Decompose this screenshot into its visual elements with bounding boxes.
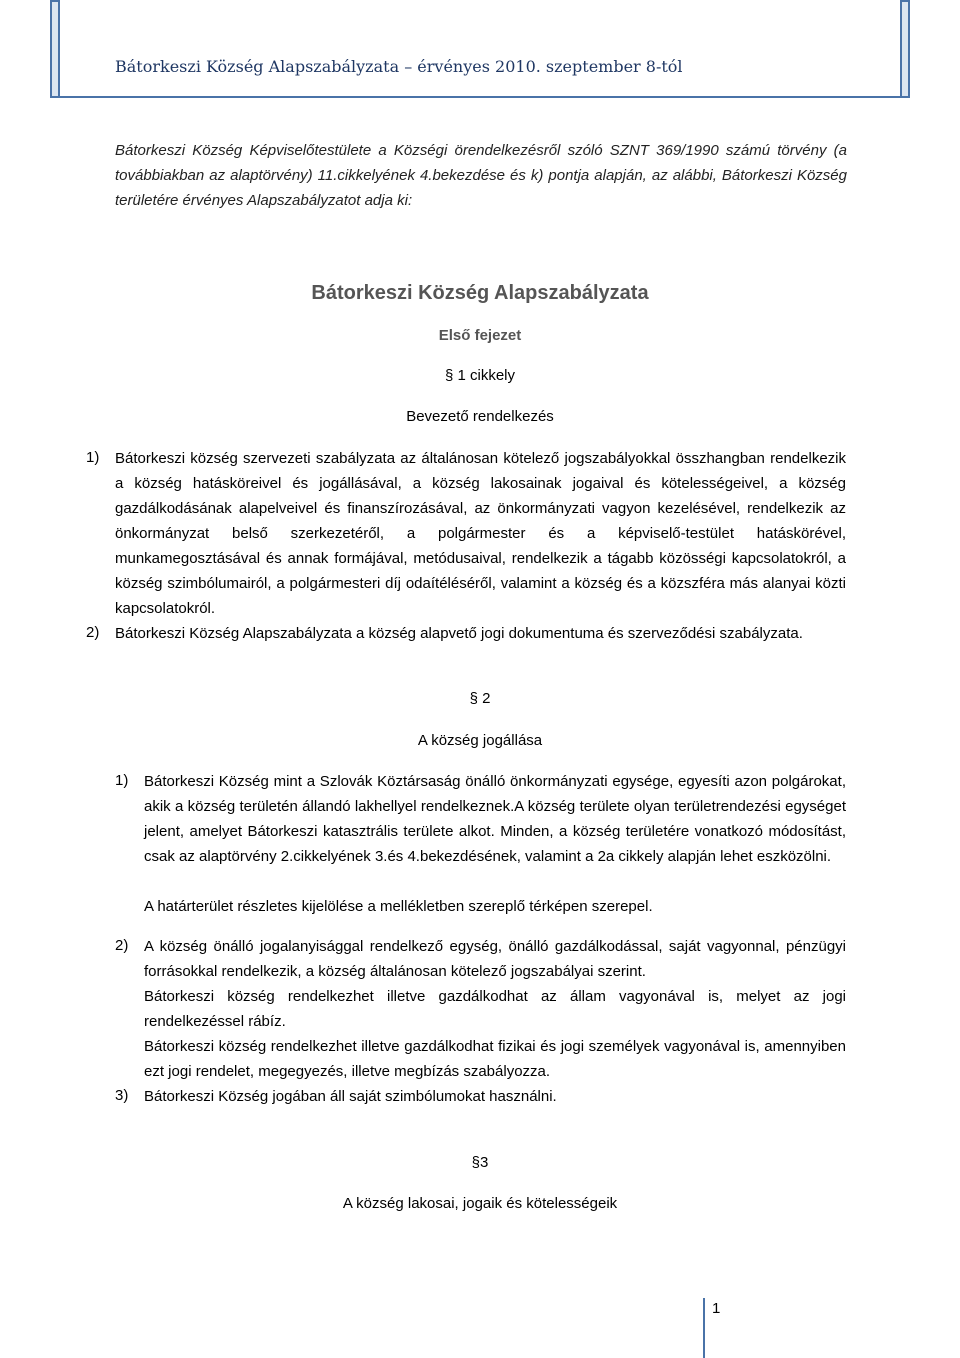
s2-item-2-text: A község önálló jogalanyisággal rendelkező egység, önálló gazdálkodással, saját vagyonnal, pénzügyi forrásokkal rendelkezik, a község általánosan kötelező jogszabályai szerint. bbox=[144, 938, 846, 980]
s2-item-1-number: 1) bbox=[115, 772, 129, 789]
s1-item-1-text: Bátorkeszi község szervezeti szabályzata az általánosan kötelező jogszabályokkal összhangban rendelkezik a község hatásköreivel és jogállásával, a község lakosainak jogaival és kötelességeivel, a község gazdálkodásának alapelveivel és finanszírozásával, az önkormányzati vagyon kezelésével, rendelkezik az önkormányzat belső szerkezetéről, a polgármester és a képviselő-testület hatáskörével, munkamegosztásával és annak formájával, metódusaival, rendelkezik a tágabb közösségi kapcsolatokról, a község szimbólumairól, a polgármesteri díj odaítéléséről, valamint a község és a közszféra más alanyai közti kapcsolatokról. bbox=[115, 450, 846, 617]
page-number: 1 bbox=[712, 1300, 721, 1317]
document-title: Bátorkeszi Község Alapszabályzata bbox=[311, 282, 649, 304]
header-accent-right bbox=[900, 0, 910, 98]
s2-item-3-text: Bátorkeszi Község jogában áll saját szimbólumokat használni. bbox=[144, 1088, 557, 1105]
s1-item-1-number: 1) bbox=[86, 449, 100, 466]
header-rule bbox=[60, 96, 900, 98]
section-3-title: A község lakosai, jogaik és kötelességeik bbox=[342, 1195, 618, 1212]
running-header: Bátorkeszi Község Alapszabályzata – érvényes 2010. szeptember 8-tól bbox=[115, 57, 683, 76]
section-2-mark: § 2 bbox=[469, 690, 491, 707]
s2-item-2-private-property: Bátorkeszi község rendelkezhet illetve gazdálkodhat fizikai és jogi személyek vagyonával is, amennyiben ezt jogi rendelet, megegyezés, illetve megbízás szabályozza. bbox=[144, 1038, 846, 1080]
s2-item-3-number: 3) bbox=[115, 1087, 129, 1104]
s2-item-1-note: A határterület részletes kijelölése a mellékletben szereplő térképen szerepel. bbox=[144, 898, 653, 915]
s2-item-2-number: 2) bbox=[115, 937, 129, 954]
chapter-heading: Első fejezet bbox=[438, 327, 522, 344]
s2-item-1-text: Bátorkeszi Község mint a Szlovák Köztársaság önálló önkormányzati egysége, egyesíti azon polgárokat, akik a község területén állandó lakhellyel rendelkeznek.A község területe olyan területrendezési egységet jelent, amelyet Bátorkeszi katasztrális területe alkot. Minden, a község területére vonatkozó módosítást, csak az alaptörvény 2.cikkelyének 3.és 4.bekezdésének, valamint a 2a cikkely alapján lehet eszközölni. bbox=[144, 773, 846, 865]
section-3-mark: §3 bbox=[471, 1154, 489, 1171]
intro-paragraph: Bátorkeszi Község Képviselőtestülete a Községi örendelkezésről szóló SZNT 369/1990 számú törvény (a továbbiakban az alaptörvény) 11.cikkelyének 4.bekezdése és k) pontja alapján, az alábbi, Bátorkeszi Község területére érvényes Alapszabályzatot adja ki: bbox=[115, 142, 847, 209]
s1-item-2-number: 2) bbox=[86, 624, 100, 641]
header-accent-left bbox=[50, 0, 60, 98]
s2-item-2-state-property: Bátorkeszi község rendelkezhet illetve gazdálkodhat az állam vagyonával is, melyet az jogi rendelkezéssel rábíz. bbox=[144, 988, 846, 1030]
s1-item-2-text: Bátorkeszi Község Alapszabályzata a község alapvető jogi dokumentuma és szerveződési szabályzata. bbox=[115, 625, 803, 642]
section-1-mark: § 1 cikkely bbox=[444, 367, 516, 384]
footer-rule bbox=[703, 1298, 705, 1358]
section-2-title: A község jogállása bbox=[417, 732, 543, 749]
section-1-title: Bevezető rendelkezés bbox=[406, 408, 554, 425]
